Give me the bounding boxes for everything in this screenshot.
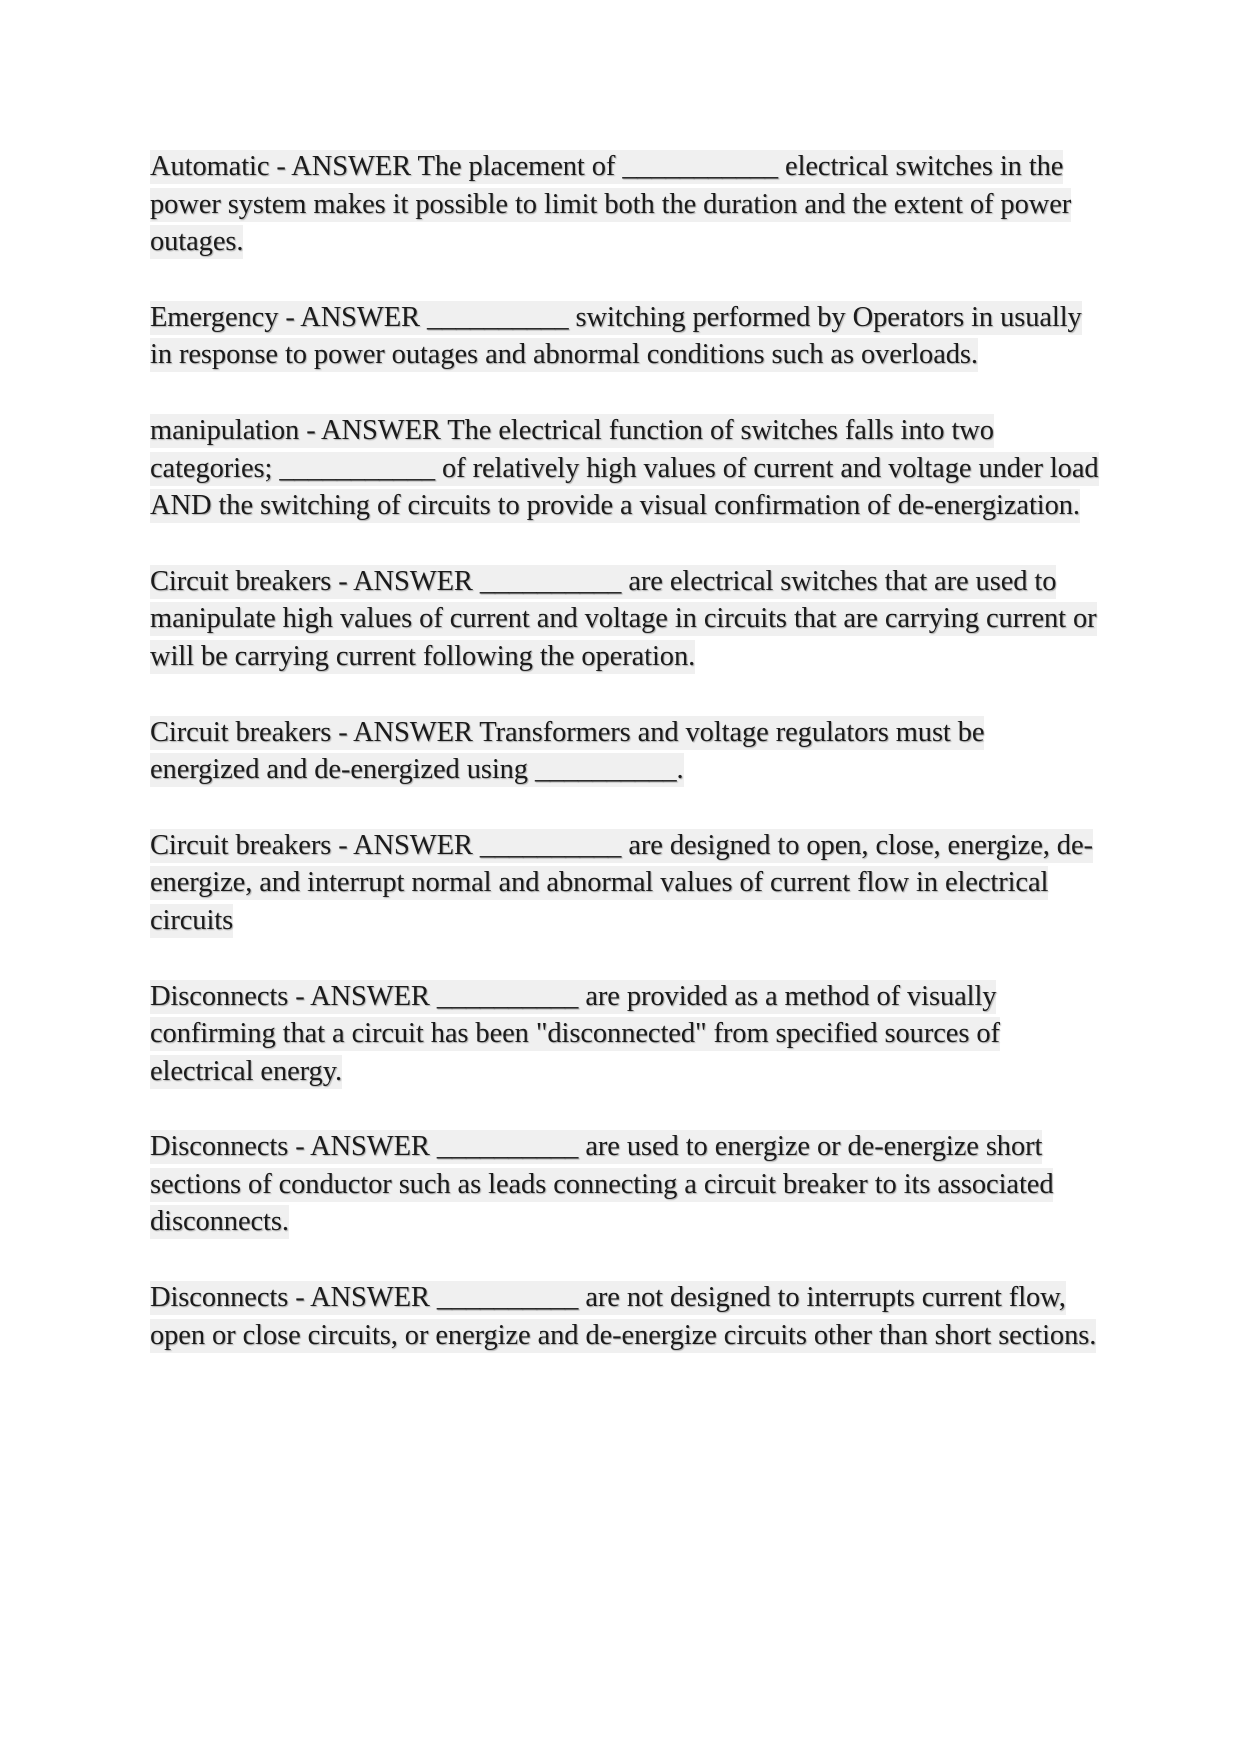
entry-text-content: Circuit breakers - ANSWER Transformers and voltage regulators must be energized and de-energized using __________. xyxy=(150,716,985,786)
flashcard-entry xyxy=(150,827,1100,940)
entry-text xyxy=(150,978,1100,1091)
entry-text-content: Disconnects - ANSWER __________ are provided as a method of visually confirming that a circuit has been "disconnected" from specified sources of electrical energy. xyxy=(150,980,1000,1087)
entry-text xyxy=(150,1279,1100,1354)
flashcard-entry xyxy=(150,299,1100,374)
flashcard-entry xyxy=(150,148,1100,261)
entry-text xyxy=(150,563,1100,676)
entry-text-content: Disconnects - ANSWER __________ are not designed to interrupts current flow, open or close circuits, or energize and de-energize circuits other than short sections. xyxy=(150,1282,1097,1351)
flashcard-entry xyxy=(150,714,1100,789)
flashcard-entry xyxy=(150,563,1100,676)
entry-text-content: Circuit breakers - ANSWER __________ are electrical switches that are used to manipulate high values of current and voltage in circuits that are carrying current or will be carrying current following the operation. xyxy=(150,565,1097,672)
entry-text xyxy=(150,1128,1100,1241)
entry-text xyxy=(150,412,1100,525)
flashcard-entry xyxy=(150,978,1100,1091)
entry-text xyxy=(150,714,1100,789)
entry-text-content: Automatic - ANSWER The placement of ___________ electrical switches in the power system makes it possible to limit both the duration and the extent of power outages. xyxy=(150,151,1072,258)
flashcard-list xyxy=(150,148,1100,1392)
flashcard-entry xyxy=(150,1279,1100,1354)
entry-text xyxy=(150,299,1100,374)
flashcard-entry xyxy=(150,1128,1100,1241)
flashcard-entry xyxy=(150,412,1100,525)
entry-text-content: manipulation - ANSWER The electrical function of switches falls into two categories; ___________ of relatively high values of current and voltage under load AND the switching of circuits to provide a visual confirmation of de-energization. xyxy=(150,414,1099,522)
entry-text xyxy=(150,827,1100,940)
entry-text xyxy=(150,148,1100,261)
entry-text-content: Emergency - ANSWER __________ switching performed by Operators in usually in response to power outages and abnormal conditions such as overloads. xyxy=(150,301,1082,371)
entry-text-content: Circuit breakers - ANSWER __________ are designed to open, close, energize, de-energize, and interrupt normal and abnormal values of current flow in electrical circuits xyxy=(150,829,1093,936)
entry-text-content: Disconnects - ANSWER __________ are used to energize or de-energize short sections of conductor such as leads connecting a circuit breaker to its associated disconnects. xyxy=(150,1131,1054,1238)
